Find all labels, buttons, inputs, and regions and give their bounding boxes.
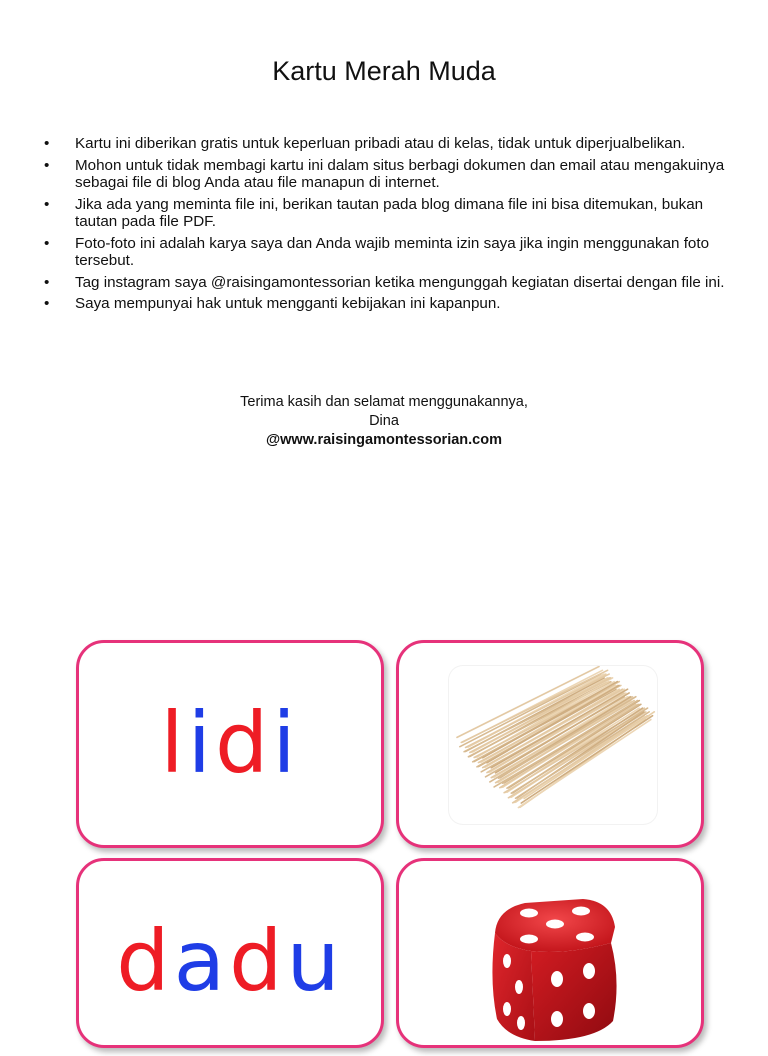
rule-item bbox=[40, 196, 730, 231]
closing-note bbox=[0, 393, 768, 450]
bullet-icon: • bbox=[44, 156, 50, 174]
bullet-icon: • bbox=[44, 195, 50, 213]
card-word bbox=[79, 912, 381, 1010]
picture-card-dadu bbox=[396, 858, 704, 1048]
red-dice-photo bbox=[485, 891, 625, 1056]
rule-item bbox=[40, 295, 730, 313]
website-link: @www.raisingamontessorian.com bbox=[266, 432, 502, 448]
rule-item bbox=[40, 274, 730, 292]
word-card-dadu bbox=[76, 858, 384, 1048]
author-name: Dina bbox=[369, 413, 399, 429]
rule-item bbox=[40, 135, 730, 153]
skewer-sticks-icon bbox=[449, 666, 657, 824]
bullet-icon: • bbox=[44, 234, 50, 252]
bullet-icon: • bbox=[44, 135, 50, 152]
bullet-icon: • bbox=[44, 295, 50, 312]
word-letter: i bbox=[272, 694, 300, 792]
page-title: Kartu Merah Muda bbox=[272, 56, 496, 86]
word-letter: l bbox=[160, 694, 188, 792]
word-card-lidi bbox=[76, 640, 384, 848]
thanks-line: Terima kasih dan selamat menggunakannya, bbox=[240, 394, 528, 410]
word-letter: i bbox=[187, 694, 215, 792]
bullet-icon: • bbox=[44, 273, 50, 291]
rule-text: Kartu ini diberikan gratis untuk keperluan pribadi atau di kelas, tidak untuk diperjualbelikan. bbox=[75, 135, 686, 152]
word-letter: d bbox=[229, 912, 287, 1010]
dice-icon bbox=[485, 891, 625, 1051]
rule-item bbox=[40, 235, 730, 270]
rule-text: Mohon untuk tidak membagi kartu ini dalam situs berbagi dokumen dan email atau mengakuinya sebagai file di blog Anda atau file manapun di internet. bbox=[75, 156, 725, 191]
word-letter: d bbox=[215, 694, 273, 792]
word-letter: d bbox=[116, 912, 174, 1010]
word-letter: a bbox=[173, 912, 230, 1010]
rule-text: Saya mempunyai hak untuk mengganti kebijakan ini kapanpun. bbox=[75, 295, 501, 312]
usage-rules-list bbox=[40, 135, 730, 317]
rule-text: Tag instagram saya @raisingamontessorian ketika mengunggah kegiatan disertai dengan file ini. bbox=[75, 273, 725, 291]
picture-card-lidi bbox=[396, 640, 704, 848]
rule-text: Jika ada yang meminta file ini, berikan tautan pada blog dimana file ini bisa ditemukan, bukan tautan pada file PDF. bbox=[75, 195, 704, 230]
word-letter: u bbox=[286, 912, 344, 1010]
rule-item bbox=[40, 157, 730, 192]
skewer-sticks-photo bbox=[449, 666, 657, 824]
rule-text: Foto-foto ini adalah karya saya dan Anda wajib meminta izin saya jika ingin menggunakan foto tersebut. bbox=[75, 234, 710, 269]
card-word bbox=[79, 694, 381, 792]
